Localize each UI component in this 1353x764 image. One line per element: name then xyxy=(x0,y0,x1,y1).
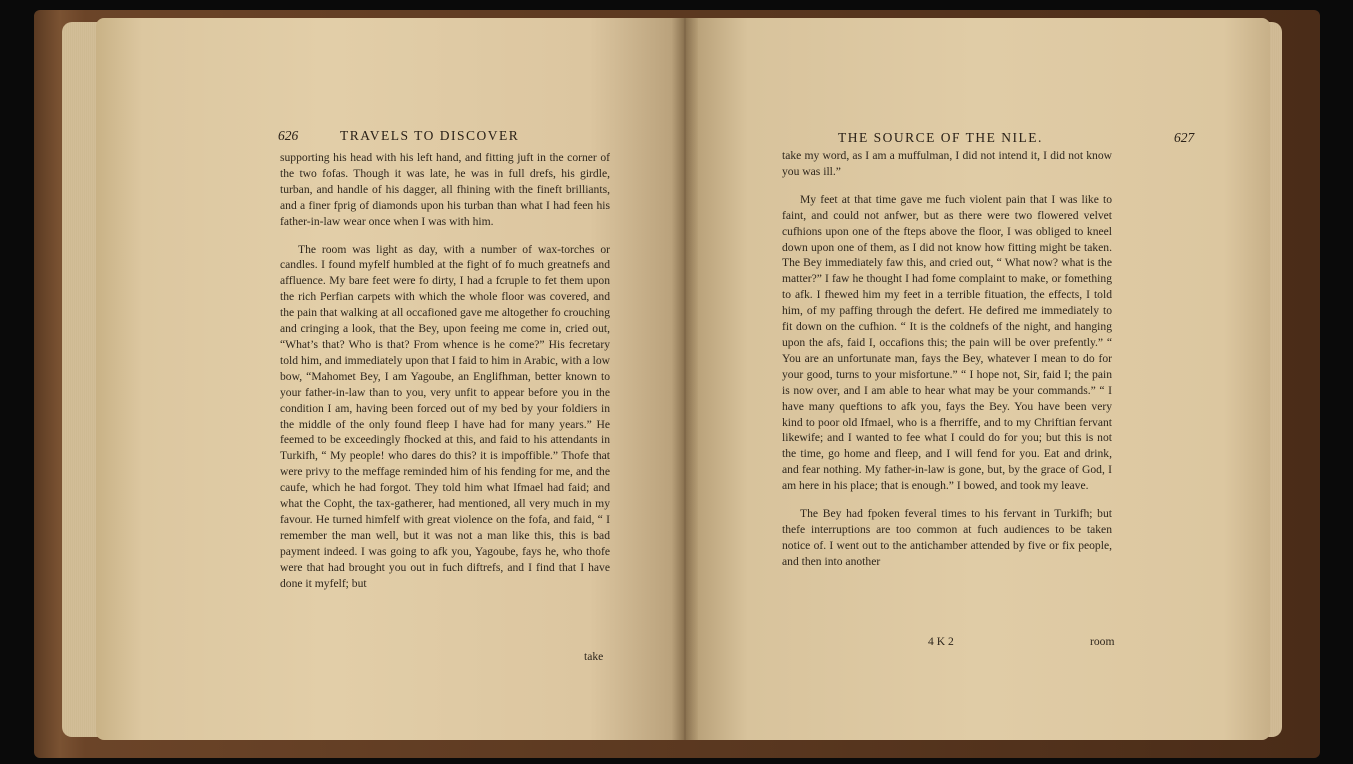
left-running-head: TRAVELS TO DISCOVER xyxy=(340,128,520,143)
left-catchword: take xyxy=(584,650,604,663)
left-body-text xyxy=(280,150,610,591)
gutter xyxy=(672,18,698,740)
right-page-number: 627 xyxy=(1174,130,1195,145)
right-body-text xyxy=(782,148,1112,570)
right-catchword: room xyxy=(1090,635,1115,648)
left-paragraph-2: The room was light as day, with a number of wax-torches or candles. I found myfelf humbled at the fight of fo much greatnefs and affluence. My bare feet were fo dirty, I had a fcruple to fet them upon the rich Perfian carpets with which the whole floor was covered, and the pain that walking at all occafioned gave me altogether fo crouching and cringing a look, that the Bey, upon feeing me come in, cried out, “What’s that? Who is that? From whence is he come?” His fecretary told him, and immediately upon that I faid to him in Arabic, with a low bow, “Mahomet Bey, I am Yagoube, an Englifhman, better known to your father-in-law than to you, very unfit to appear before you in the condition I am, having been forced out of my bed by your foldiers in the middle of the only found fleep I have had for many years.” He feemed to be exceedingly fhocked at this, and faid to his attendants in Turkifh, “ My people! who dares do this? it is impoffible.” Thofe that were privy to the meffage reminded him of his fending for me, and the caufe, which he had forgot. They told him what Ifmael had faid; and what the Copht, the tax-gatherer, had mentioned, all very much in my favour. He turned himfelf with great violence on the fofa, and faid, “ I remember the man well, but it was not a man like this, this is bad payment indeed. I was going to afk you, Yagoube, fays he, who thofe were that had brought you out in fuch diftrefs, and I find that I have done it myfelf; but xyxy=(280,242,610,590)
right-paragraph-2: My feet at that time gave me fuch violent pain that I was like to faint, and could not anfwer, but as there were two flowered velvet cufhions upon one of the fteps above the floor, I was obliged to kneel down upon one of them, as I did not know how fitting might be taken. The Bey immediately faw this, and cried out, “ What now? what is the matter?” I faw he thought I had fome complaint to make, or fomething to afk. I fhewed him my feet in a terrible fituation, the effects, I told him, of my paffing through the defert. He defired me immediately to fit down on the cufhion. “ It is the coldnefs of the night, and hanging upon the afs, faid I, occafions this; the pain will be over prefently.” “ You are an unfortunate man, fays the Bey, whatever I mean to do for your good, turns to your misfortune.” “ I hope not, Sir, faid I; the pain is now over, and I am able to hear what may be your commands.” “ I have many queftions to afk you, fays the Bey. You have been very kind to poor old Ifmael, who is a fherriffe, and to my Chriftian fervant likewife; and I wanted to fee what I could do for you; but this is not the time, go home and fleep, and I will fend for you. Eat and drink, and fear nothing. My father-in-law is gone, but, by the grace of God, I am here in his place; that is enough.” I bowed, and took my leave. xyxy=(782,192,1112,493)
signature-mark: 4 K 2 xyxy=(928,635,954,648)
right-running-head: THE SOURCE OF THE NILE. xyxy=(838,130,1043,145)
left-page-number: 626 xyxy=(278,128,299,143)
left-paragraph-1: supporting his head with his left hand, and fitting juft in the corner of the two fofas. Though it was late, he was in full drefs, his girdle, turban, and handle of his dagger, all fhining with the fineft brilliants, and a finer fprig of diamonds upon his turban than what I had feen his father-in-law wear once when I was with him. xyxy=(280,151,610,228)
right-paragraph-1: take my word, as I am a muffulman, I did not intend it, I did not know you was ill.” xyxy=(782,149,1112,178)
right-paragraph-3: The Bey had fpoken feveral times to his fervant in Turkifh; but thefe interruptions are too common at fuch audiences to be taken notice of. I went out to the antichamber attended by five or fix people, and then into another xyxy=(782,507,1112,568)
